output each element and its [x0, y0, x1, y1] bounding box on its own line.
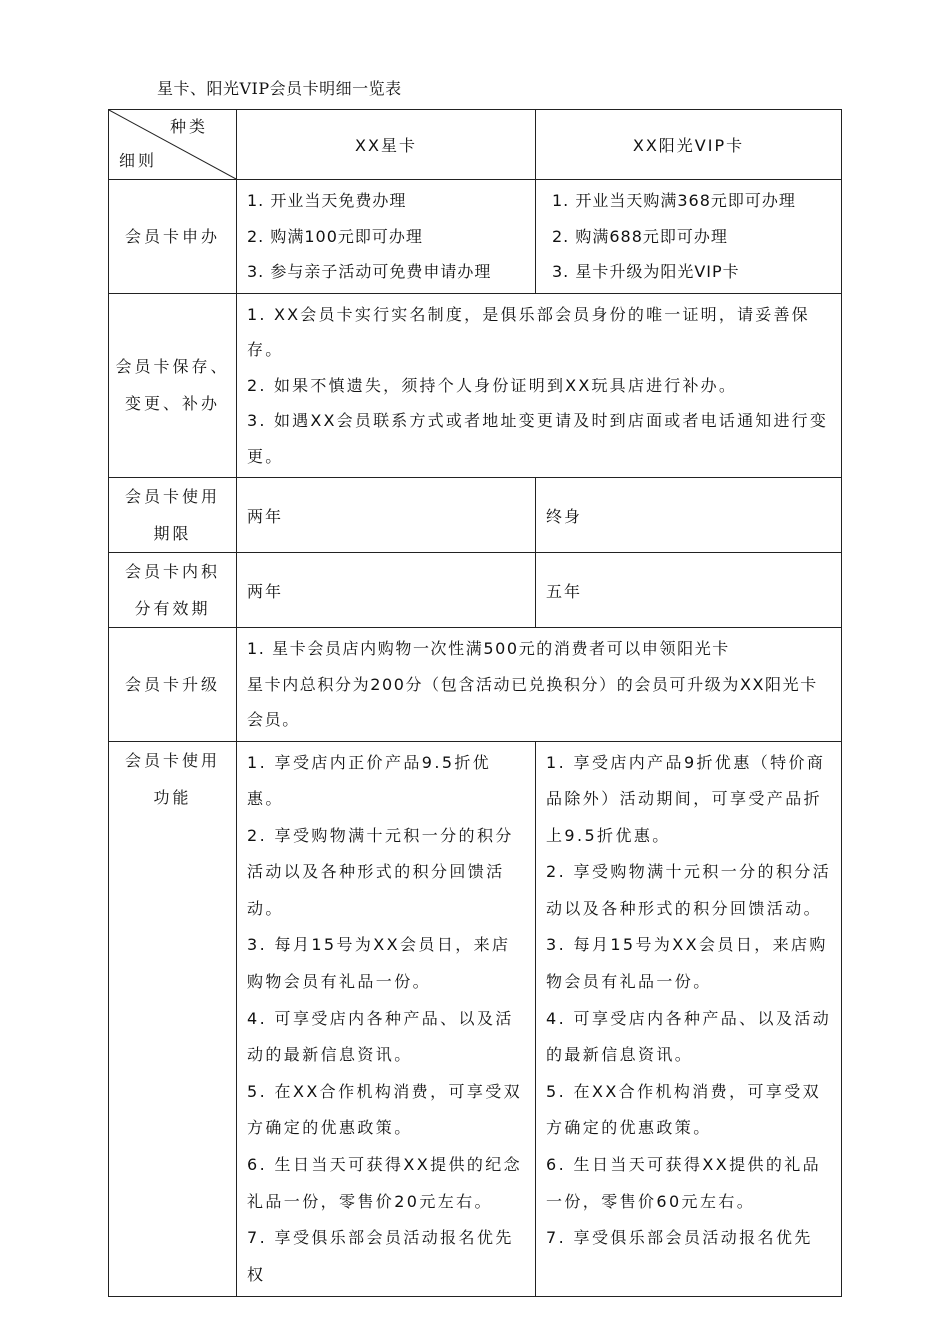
- row-label-line: 会员卡内积: [124, 562, 220, 581]
- upgrade-cell: [237, 628, 842, 742]
- list-item: 5. 在XX合作机构消费，可享受双方确定的优惠政策。: [546, 1081, 822, 1138]
- row-label-features: [109, 741, 237, 1297]
- header-row: [109, 110, 842, 180]
- row-label-line: 期限: [153, 524, 192, 543]
- list-item: 3. 星卡升级为阳光VIP卡: [552, 262, 740, 281]
- row-upgrade: [109, 628, 842, 742]
- apply-vip-cell: [536, 180, 842, 294]
- list-item: 2. 购满688元即可办理: [552, 226, 728, 246]
- list-item: 2. 购满100元即可办理: [247, 226, 423, 246]
- list-item: 4. 可享受店内各种产品、以及活动的最新信息资讯。: [247, 1008, 514, 1065]
- list-item: 星卡内总积分为200分（包含活动已兑换积分）的会员可升级为XX阳光卡会员。: [247, 674, 818, 729]
- apply-star-cell: [237, 180, 536, 294]
- diagonal-header-cell: [109, 110, 237, 180]
- list-item: 3. 参与亲子活动可免费申请办理: [247, 262, 492, 281]
- col-header-vip: XX阳光VIP卡: [536, 110, 842, 180]
- validity-star: 两年: [237, 478, 536, 553]
- col-header-star: XX星卡: [237, 110, 536, 180]
- row-label-apply: 会员卡申办: [109, 180, 237, 294]
- row-validity: [109, 478, 842, 553]
- row-features: [109, 741, 842, 1297]
- list-item: 1. XX会员卡实行实名制度，是俱乐部会员身份的唯一证明，请妥善保存。: [247, 304, 810, 359]
- list-item: 3. 每月15号为XX会员日，来店购物会员有礼品一份。: [247, 935, 511, 992]
- list-item: 1. 开业当天免费办理: [247, 191, 407, 210]
- page-title: 星卡、阳光VIP会员卡明细一览表: [157, 79, 402, 98]
- row-points: [109, 553, 842, 628]
- list-item: 2. 享受购物满十元积一分的积分活动以及各种形式的积分回馈活动。: [247, 825, 514, 918]
- points-star: 两年: [237, 553, 536, 628]
- diag-bottom-label: 细则: [119, 151, 158, 170]
- validity-vip: 终身: [536, 478, 842, 553]
- keep-cell: [237, 293, 842, 478]
- list-item: 7. 享受俱乐部会员活动报名优先: [546, 1228, 813, 1248]
- list-item: 2. 如果不慎遗失，须持个人身份证明到XX玩具店进行补办。: [247, 375, 738, 395]
- list-item: 2. 享受购物满十元积一分的积分活动以及各种形式的积分回馈活动。: [546, 862, 832, 918]
- features-vip-cell: [536, 741, 842, 1297]
- row-label-keep: [109, 293, 237, 478]
- list-item: 1. 享受店内产品9折优惠（特价商品除外）活动期间，可享受产品折上9.5折优惠。: [546, 752, 826, 845]
- row-label-line: 分有效期: [134, 599, 211, 618]
- row-label-line: 功能: [153, 787, 192, 807]
- list-item: 5. 在XX合作机构消费，可享受双方确定的优惠政策。: [247, 1081, 523, 1138]
- row-label-points: [109, 553, 237, 628]
- list-item: 4. 可享受店内各种产品、以及活动的最新信息资讯。: [546, 1008, 832, 1065]
- list-item: 3. 每月15号为XX会员日，来店购物会员有礼品一份。: [546, 935, 828, 992]
- row-label-upgrade: 会员卡升级: [109, 628, 237, 742]
- points-vip: 五年: [536, 553, 842, 628]
- row-label-line: 会员卡使用: [124, 487, 220, 506]
- list-item: 6. 生日当天可获得XX提供的礼品一份，零售价60元左右。: [546, 1155, 822, 1211]
- row-keep: [109, 293, 842, 478]
- row-apply: [109, 180, 842, 294]
- list-item: 1. 星卡会员店内购物一次性满500元的消费者可以申领阳光卡: [247, 639, 730, 658]
- diag-top-label: 种类: [169, 117, 208, 136]
- row-label-validity: [109, 478, 237, 553]
- list-item: 6. 生日当天可获得XX提供的纪念礼品一份，零售价20元左右。: [247, 1155, 523, 1211]
- row-label-line: 会员卡保存、: [115, 357, 230, 377]
- list-item: 1. 享受店内正价产品9.5折优惠。: [247, 752, 492, 809]
- list-item: 7. 享受俱乐部会员活动报名优先权: [247, 1228, 514, 1284]
- list-item: 1. 开业当天购满368元即可办理: [552, 191, 796, 210]
- features-star-cell: [237, 741, 536, 1297]
- list-item: 3. 如遇XX会员联系方式或者地址变更请及时到店面或者电话通知进行变更。: [247, 411, 829, 466]
- row-label-line: 会员卡使用: [124, 750, 220, 770]
- membership-table: [108, 109, 842, 1297]
- row-label-line: 变更、补办: [124, 394, 220, 414]
